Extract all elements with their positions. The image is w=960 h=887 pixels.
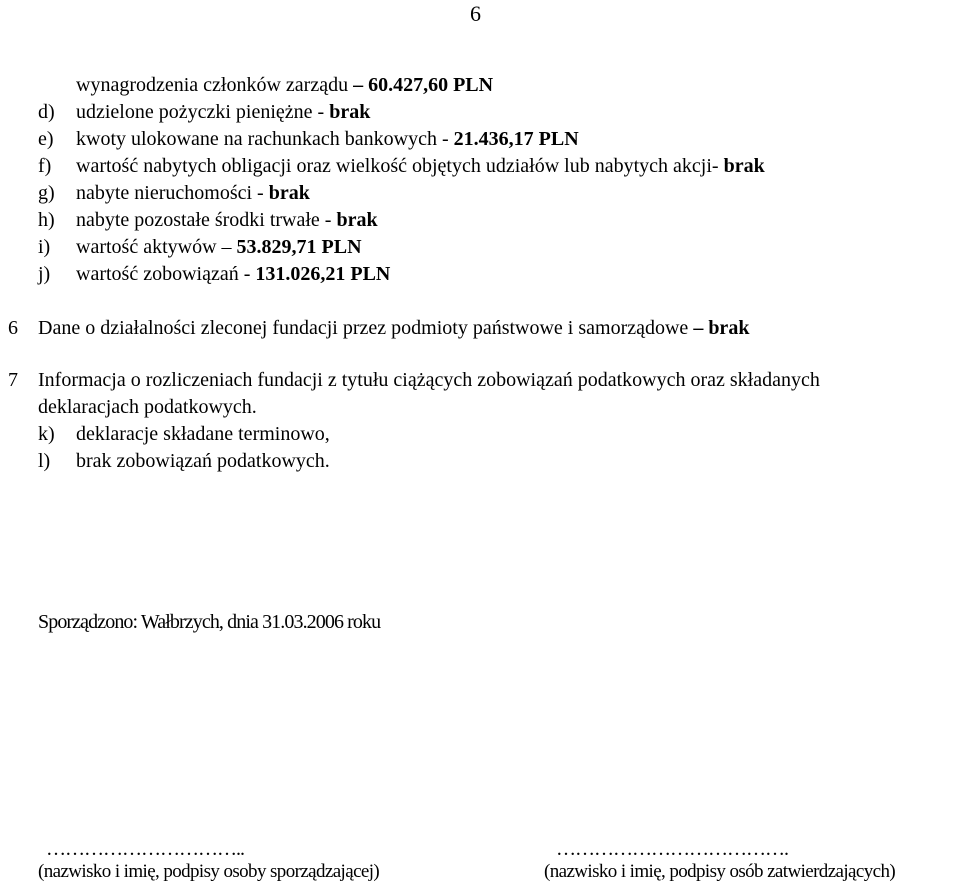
item-k-text: deklaracje składane terminowo, (76, 423, 330, 445)
item-f-value: brak (723, 155, 765, 177)
section-7-number: 7 (8, 369, 18, 391)
signature-right-dots: ………………………………. (556, 838, 788, 860)
item-g-marker: g) (38, 182, 55, 204)
section-7-line2: deklaracjach podatkowych. (38, 396, 257, 418)
item-f (76, 156, 765, 176)
item-e-text: kwoty ulokowane na rachunkach bankowych - (76, 128, 454, 150)
signature-right-label: (nazwisko i imię, podpisy osób zatwierdzających) (544, 861, 896, 882)
item-g-text: nabyte nieruchomości - (76, 182, 269, 204)
item-j-marker: j) (38, 263, 51, 285)
section-7-line1: Informacja o rozliczeniach fundacji z tytułu ciążących zobowiązań podatkowych oraz składanych (38, 369, 820, 391)
item-d-marker: d) (38, 101, 55, 123)
item-i-dash: – (221, 236, 232, 258)
item-i-marker: i) (38, 236, 51, 258)
signature-left-dots: ………………………….. (46, 838, 244, 860)
line-wynagrodzenia-dash: – (353, 74, 364, 96)
section-6-value: brak (703, 317, 750, 339)
line-wynagrodzenia-value: 60.427,60 PLN (363, 74, 494, 96)
item-l-marker: l) (38, 450, 51, 472)
item-e (76, 129, 579, 149)
item-h-text: nabyte pozostałe środki trwałe - (76, 209, 337, 231)
item-f-text: wartość nabytych obligacji oraz wielkość objętych udziałów lub nabytych akcji- (76, 155, 724, 177)
item-e-marker: e) (38, 128, 54, 150)
item-g (76, 183, 310, 203)
item-e-value: 21.436,17 PLN (453, 128, 579, 150)
page-number: 6 (470, 1, 481, 26)
item-j-value: 131.026,21 PLN (255, 263, 391, 285)
item-i-text: wartość aktywów (76, 236, 222, 258)
item-i (76, 237, 362, 257)
prepared-line: Sporządzono: Wałbrzych, dnia 31.03.2006 roku (38, 611, 381, 633)
item-d-text: udzielone pożyczki pieniężne - (76, 101, 330, 123)
item-d (76, 102, 370, 122)
item-j-text: wartość zobowiązań - (76, 263, 256, 285)
section-6-body: Dane o działalności zleconej fundacji przez podmioty państwowe i samorządowe (38, 317, 694, 339)
line-wynagrodzenia (76, 75, 493, 95)
section-6-number: 6 (8, 317, 18, 339)
section-6-dash: – (693, 317, 704, 339)
item-j (76, 264, 390, 284)
item-h-value: brak (336, 209, 378, 231)
item-l-text: brak zobowiązań podatkowych. (76, 450, 330, 472)
item-h-marker: h) (38, 209, 55, 231)
item-i-value: 53.829,71 PLN (231, 236, 362, 258)
section-6-text (38, 318, 749, 338)
item-g-value: brak (268, 182, 310, 204)
item-h (76, 210, 378, 230)
item-d-value: brak (329, 101, 371, 123)
line-wynagrodzenia-text: wynagrodzenia członków zarządu (76, 74, 354, 96)
item-f-marker: f) (38, 155, 52, 177)
signature-left-label: (nazwisko i imię, podpisy osoby sporządzającej) (38, 861, 380, 882)
item-k-marker: k) (38, 423, 55, 445)
